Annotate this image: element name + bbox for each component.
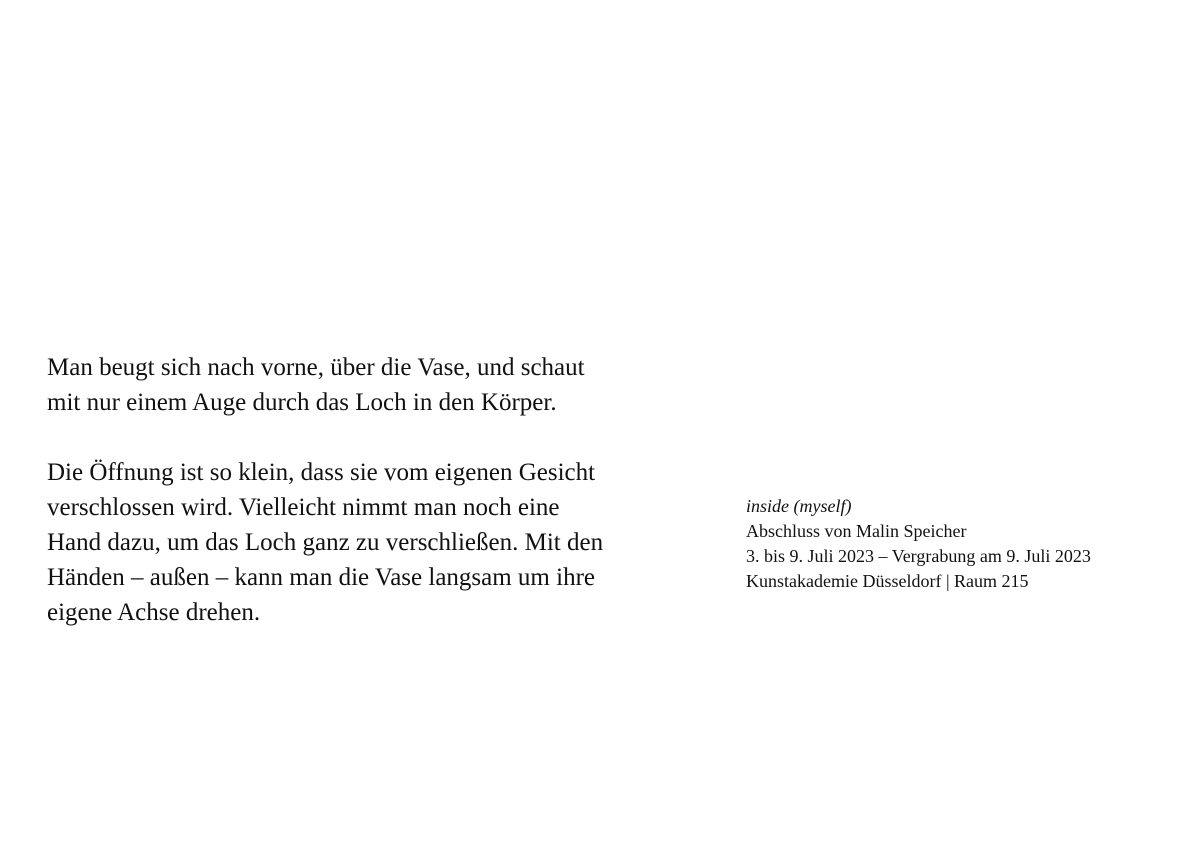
text-line: verschlossen wird. Vielleicht nimmt man noch eine	[47, 494, 560, 521]
colophon	[746, 494, 1166, 594]
text-line: Hand dazu, um das Loch ganz zu verschließen. Mit den	[47, 529, 604, 556]
dates-line: 3. bis 9. Juli 2023 – Vergrabung am 9. Juli 2023	[746, 546, 1091, 566]
text-line: eigene Achse drehen.	[47, 599, 261, 626]
work-title: inside (myself)	[746, 496, 852, 516]
paragraph-2	[47, 455, 727, 630]
text-line: Händen – außen – kann man die Vase langsam um ihre	[47, 564, 595, 591]
location-line: Kunstakademie Düsseldorf | Raum 215	[746, 571, 1029, 591]
text-line: Die Öffnung ist so klein, dass sie vom eigenen Gesicht	[47, 459, 596, 486]
text-line: mit nur einem Auge durch das Loch in den Körper.	[47, 389, 557, 416]
paragraph-1	[47, 350, 727, 420]
main-text-block	[47, 350, 727, 630]
text-line: Man beugt sich nach vorne, über die Vase, und schaut	[47, 354, 585, 381]
author-line: Abschluss von Malin Speicher	[746, 521, 967, 541]
